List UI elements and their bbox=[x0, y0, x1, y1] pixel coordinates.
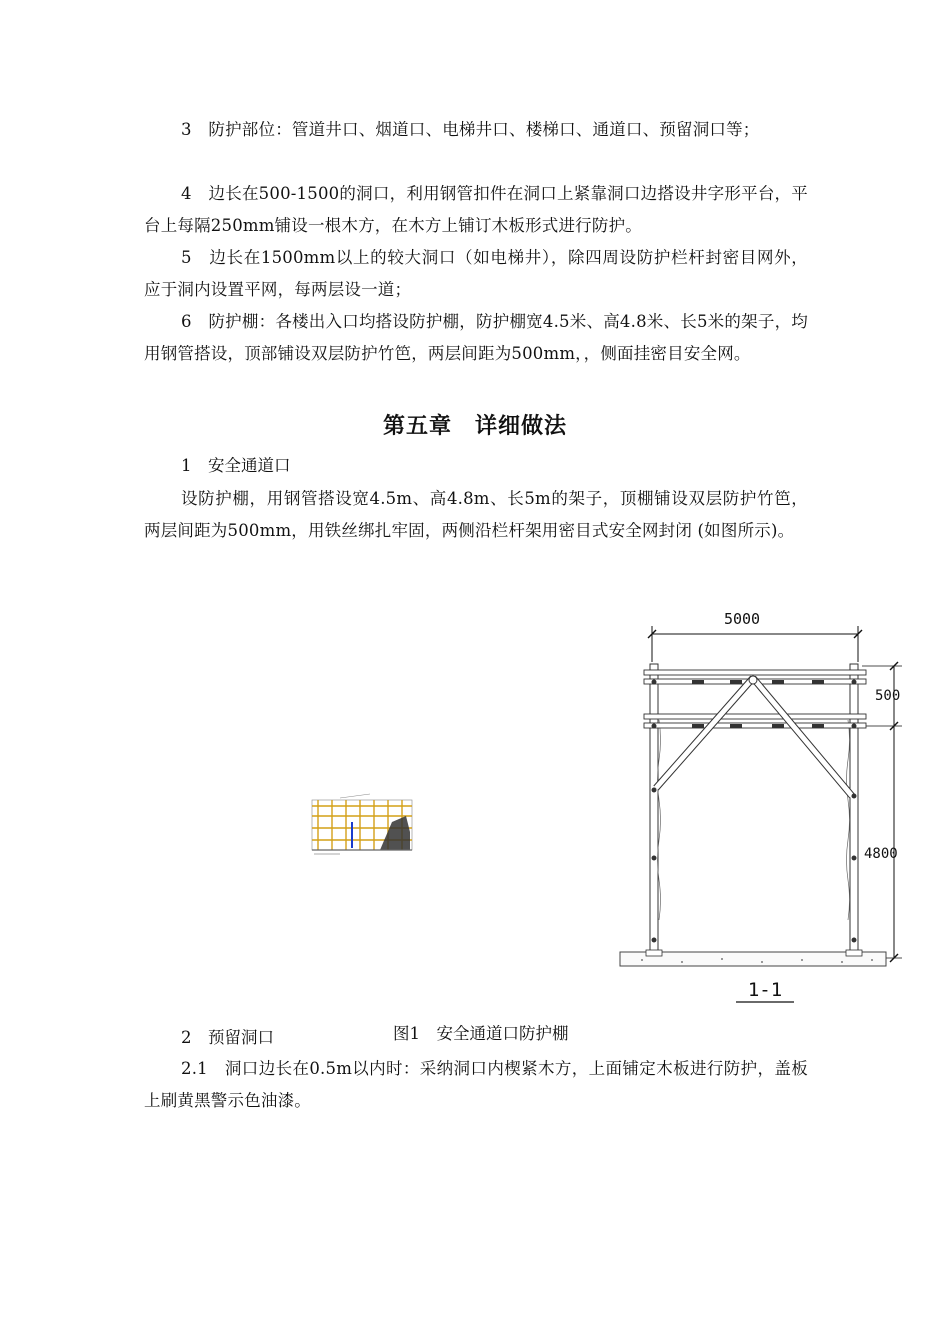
paragraph-5: 5 边长在1500mm以上的较大洞口（如电梯井），除四周设防护栏杆封密目网外，应于洞内设置平网，每两层设一道； bbox=[144, 248, 808, 299]
section-2-1-body: 2.1 洞口边长在0.5m以内时：采纳洞口内楔紧木方，上面铺定木板进行防护，盖板上刷黄黑警示色油漆。 bbox=[144, 1059, 808, 1110]
paragraph-4: 4 边长在500-1500的洞口，利用钢管扣件在洞口上紧靠洞口边搭设井字形平台，平台上每隔250mm铺设一根木方，在木方上铺订木板形式进行防护。 bbox=[144, 184, 808, 235]
dim-height-label: 4800 bbox=[864, 846, 898, 862]
protective-shed-section-drawing bbox=[612, 600, 912, 1010]
chapter-title: 第五章 详细做法 bbox=[382, 414, 567, 439]
section-1-body: 设防护棚，用钢管搭设宽4.5m、高4.8m、长5m的架子，顶棚铺设双层防护竹笆，两层间距为500mm，用铁丝绑扎牢固，两侧沿栏杆架用密目式安全网封闭 (如图所示)。 bbox=[144, 489, 808, 540]
paragraph-3: 3 防护部位：管道井口、烟道口、电梯井口、楼梯口、通道口、预留洞口等； bbox=[181, 120, 760, 139]
dim-width-label: 5000 bbox=[723, 610, 761, 628]
section-1-title: 1 安全通道口 bbox=[181, 456, 291, 475]
figure-caption: 图1 安全通道口防护棚 bbox=[393, 1024, 569, 1043]
paragraph-6: 6 防护棚：各楼出入口均搭设防护棚，防护棚宽4.5米、高4.8米、长5米的架子，均用钢管搭设，顶部铺设双层防护竹笆，两层间距为500mm，，侧面挂密目安全网。 bbox=[144, 312, 808, 363]
section-label: 1-1 bbox=[747, 979, 783, 1001]
dim-top-label: 500 bbox=[875, 688, 901, 704]
scaffold-elevation-thumbnail bbox=[310, 792, 416, 858]
section-2-title: 2 预留洞口 bbox=[181, 1028, 274, 1047]
